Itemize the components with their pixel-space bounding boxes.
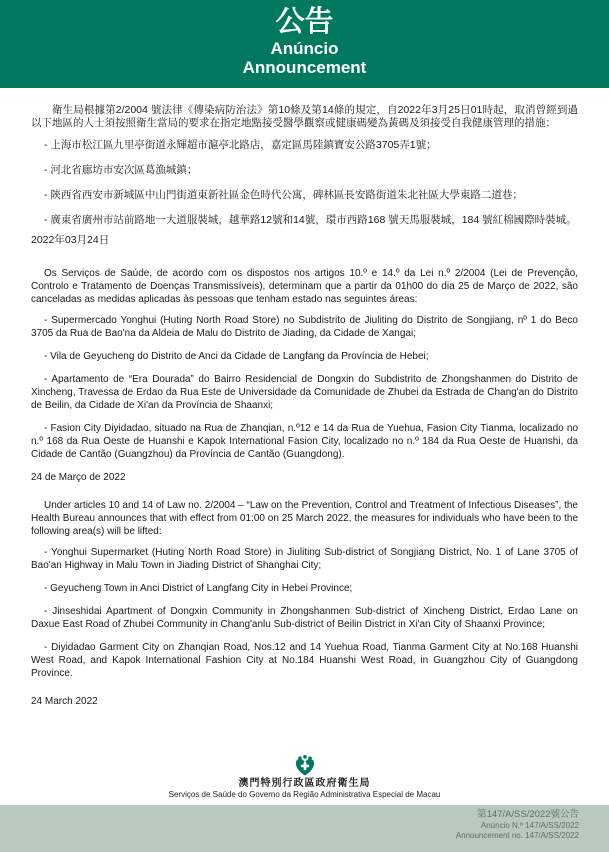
page-title-en: Announcement	[242, 58, 367, 77]
en-bullet-guangdong: - Diyidadao Garment City on Zhanqian Road, Nos.12 and 14 Yuehua Road, Tianma Garment City at No.168 Huanshi West Road, and Kapok International Fashion City at No.184 Huanshi West Road, in Guangzhou City of Guangdong Province.	[31, 642, 578, 679]
issuer-block	[0, 755, 609, 805]
pt-date: 24 de Março de 2022	[31, 472, 126, 483]
en-date: 24 March 2022	[31, 696, 98, 707]
document-body	[0, 88, 609, 708]
zh-paragraph: 衛生局根據第2/2004 號法律《傳染病防治法》第10條及第14條的規定，自2022年3月25日01時起，取消曾經到過以下地區的人士須按照衛生當局的要求在指定地點接受醫學觀察或健康碼變為黃碼及須接受自我健康管理的措施：	[31, 104, 578, 129]
en-bullet-hebei: - Geyucheng Town in Anci District of Langfang City in Hebei Province;	[44, 583, 353, 594]
pt-bullet-hebei: - Vila de Geyucheng do Distrito de Anci da Cidade de Langfang da Província de Hebei;	[44, 351, 429, 362]
en-bullet-shaanxi: - Jinseshidai Apartment of Dongxin Community in Zhongshanmen Sub-district of Xincheng District, Erdao Lane on Daxue East Road of Zhubei Community in Chang'anlu Sub-district of Beilin District in Xi'an City of Shaanxi Province;	[31, 606, 578, 630]
issuer-name-zh: 澳門特別行政區政府衛生局	[238, 778, 371, 789]
reference-number-bar	[0, 805, 609, 852]
zh-bullet-hebei: - 河北省廊坊市安次區葛漁城鎮；	[44, 164, 198, 176]
section-chinese	[31, 104, 578, 247]
announcement-ref-pt: Anúncio N.º 147/A/SS/2022	[480, 821, 579, 830]
pt-bullet-guangdong: - Fasion City Diyidadao, situado na Rua de Zhanqian, n.º12 e 14 da Rua de Yuehua, Fasion City Tianma, localizado no n.º 168 da Rua Oeste de Huanshi e Kapok International Fasion City, localizado no n.º 184 da Rua Oeste de Huanshi, da Cidade de Cantão (Guangzhou) da Província de Cantão (Guangdong).	[31, 423, 578, 460]
zh-bullet-shaanxi: - 陝西省西安市新城區中山門街道東新社區金色時代公寓，碑林區長安路街道朱北社區大學東路二道巷；	[44, 189, 523, 201]
header-banner	[0, 0, 609, 88]
page-title-zh: 公告	[275, 6, 334, 38]
section-english	[31, 499, 578, 708]
announcement-ref-zh: 第147/A/SS/2022號公告	[477, 809, 579, 820]
page-title-pt: Anúncio	[270, 39, 339, 58]
announcement-ref-en: Announcement no. 147/A/SS/2022	[455, 831, 579, 840]
zh-bullet-guangdong: - 廣東省廣州市站前路地一大道服裝城，越華路12號和14號，環市西路168 號天馬服裝城，184 號紅棉國際時裝城。	[44, 214, 577, 226]
section-portuguese	[31, 267, 578, 484]
pt-paragraph: Os Serviços de Saúde, de acordo com os dispostos nos artigos 10.º e 14.º da Lei n.º 2/2004 (Lei de Prevenção, Controlo e Tratamento de Doenças Transmissíveis), determinam que a partir da 01h00 do dia 25 de Março de 2022, são canceladas as medidas aplicadas às pessoas que tenham estado nas seguintes áreas:	[31, 268, 578, 305]
en-paragraph: Under articles 10 and 14 of Law no. 2/2004 – “Law on the Prevention, Control and Treatment of Infectious Diseases”, the Health Bureau announces that with effect from 01:00 on 25 March 2022, the measures for individuals who have been to the following area(s) will be lifted:	[31, 500, 578, 537]
pt-bullet-shanghai: - Supermercado Yonghui (Huting North Road Store) no Subdistrito de Jiuliting do Distrito de Songjiang, nº 1 do Beco 3705 da Rua de Bao'na da Aldeia de Malu do Distrito de Jiading, da Cidade de Xangai;	[31, 315, 578, 339]
zh-bullet-shanghai: - 上海市松江區九里亭街道永輝超市滬亭北路店，嘉定區馬陸鎮寶安公路3705弄1號；	[44, 139, 437, 151]
pt-bullet-shaanxi: - Apartamento de “Era Dourada” do Bairro Residencial de Dongxin do Subdistrito de Zhongshanmen do Distrito de Xincheng, Travessa de Erdao da Rua Este de Universidade da Comunidade de Zhubei da Estrada de Chang'an do Distrito de Beilin, da Cidade de Xi'an da Província de Shaanxi;	[31, 374, 578, 411]
zh-date: 2022年03月24日	[31, 234, 110, 246]
issuer-name-pt: Serviços de Saúde do Governo da Região Administrativa Especial de Macau	[168, 790, 441, 799]
en-bullet-shanghai: - Yonghui Supermarket (Huting North Road Store) in Jiuliting Sub-district of Songjiang District, No. 1 of Lane 3705 of Bao'an Highway in Malu Town in Jiading District of Shanghai City;	[31, 547, 578, 571]
health-bureau-logo-icon	[294, 755, 316, 776]
